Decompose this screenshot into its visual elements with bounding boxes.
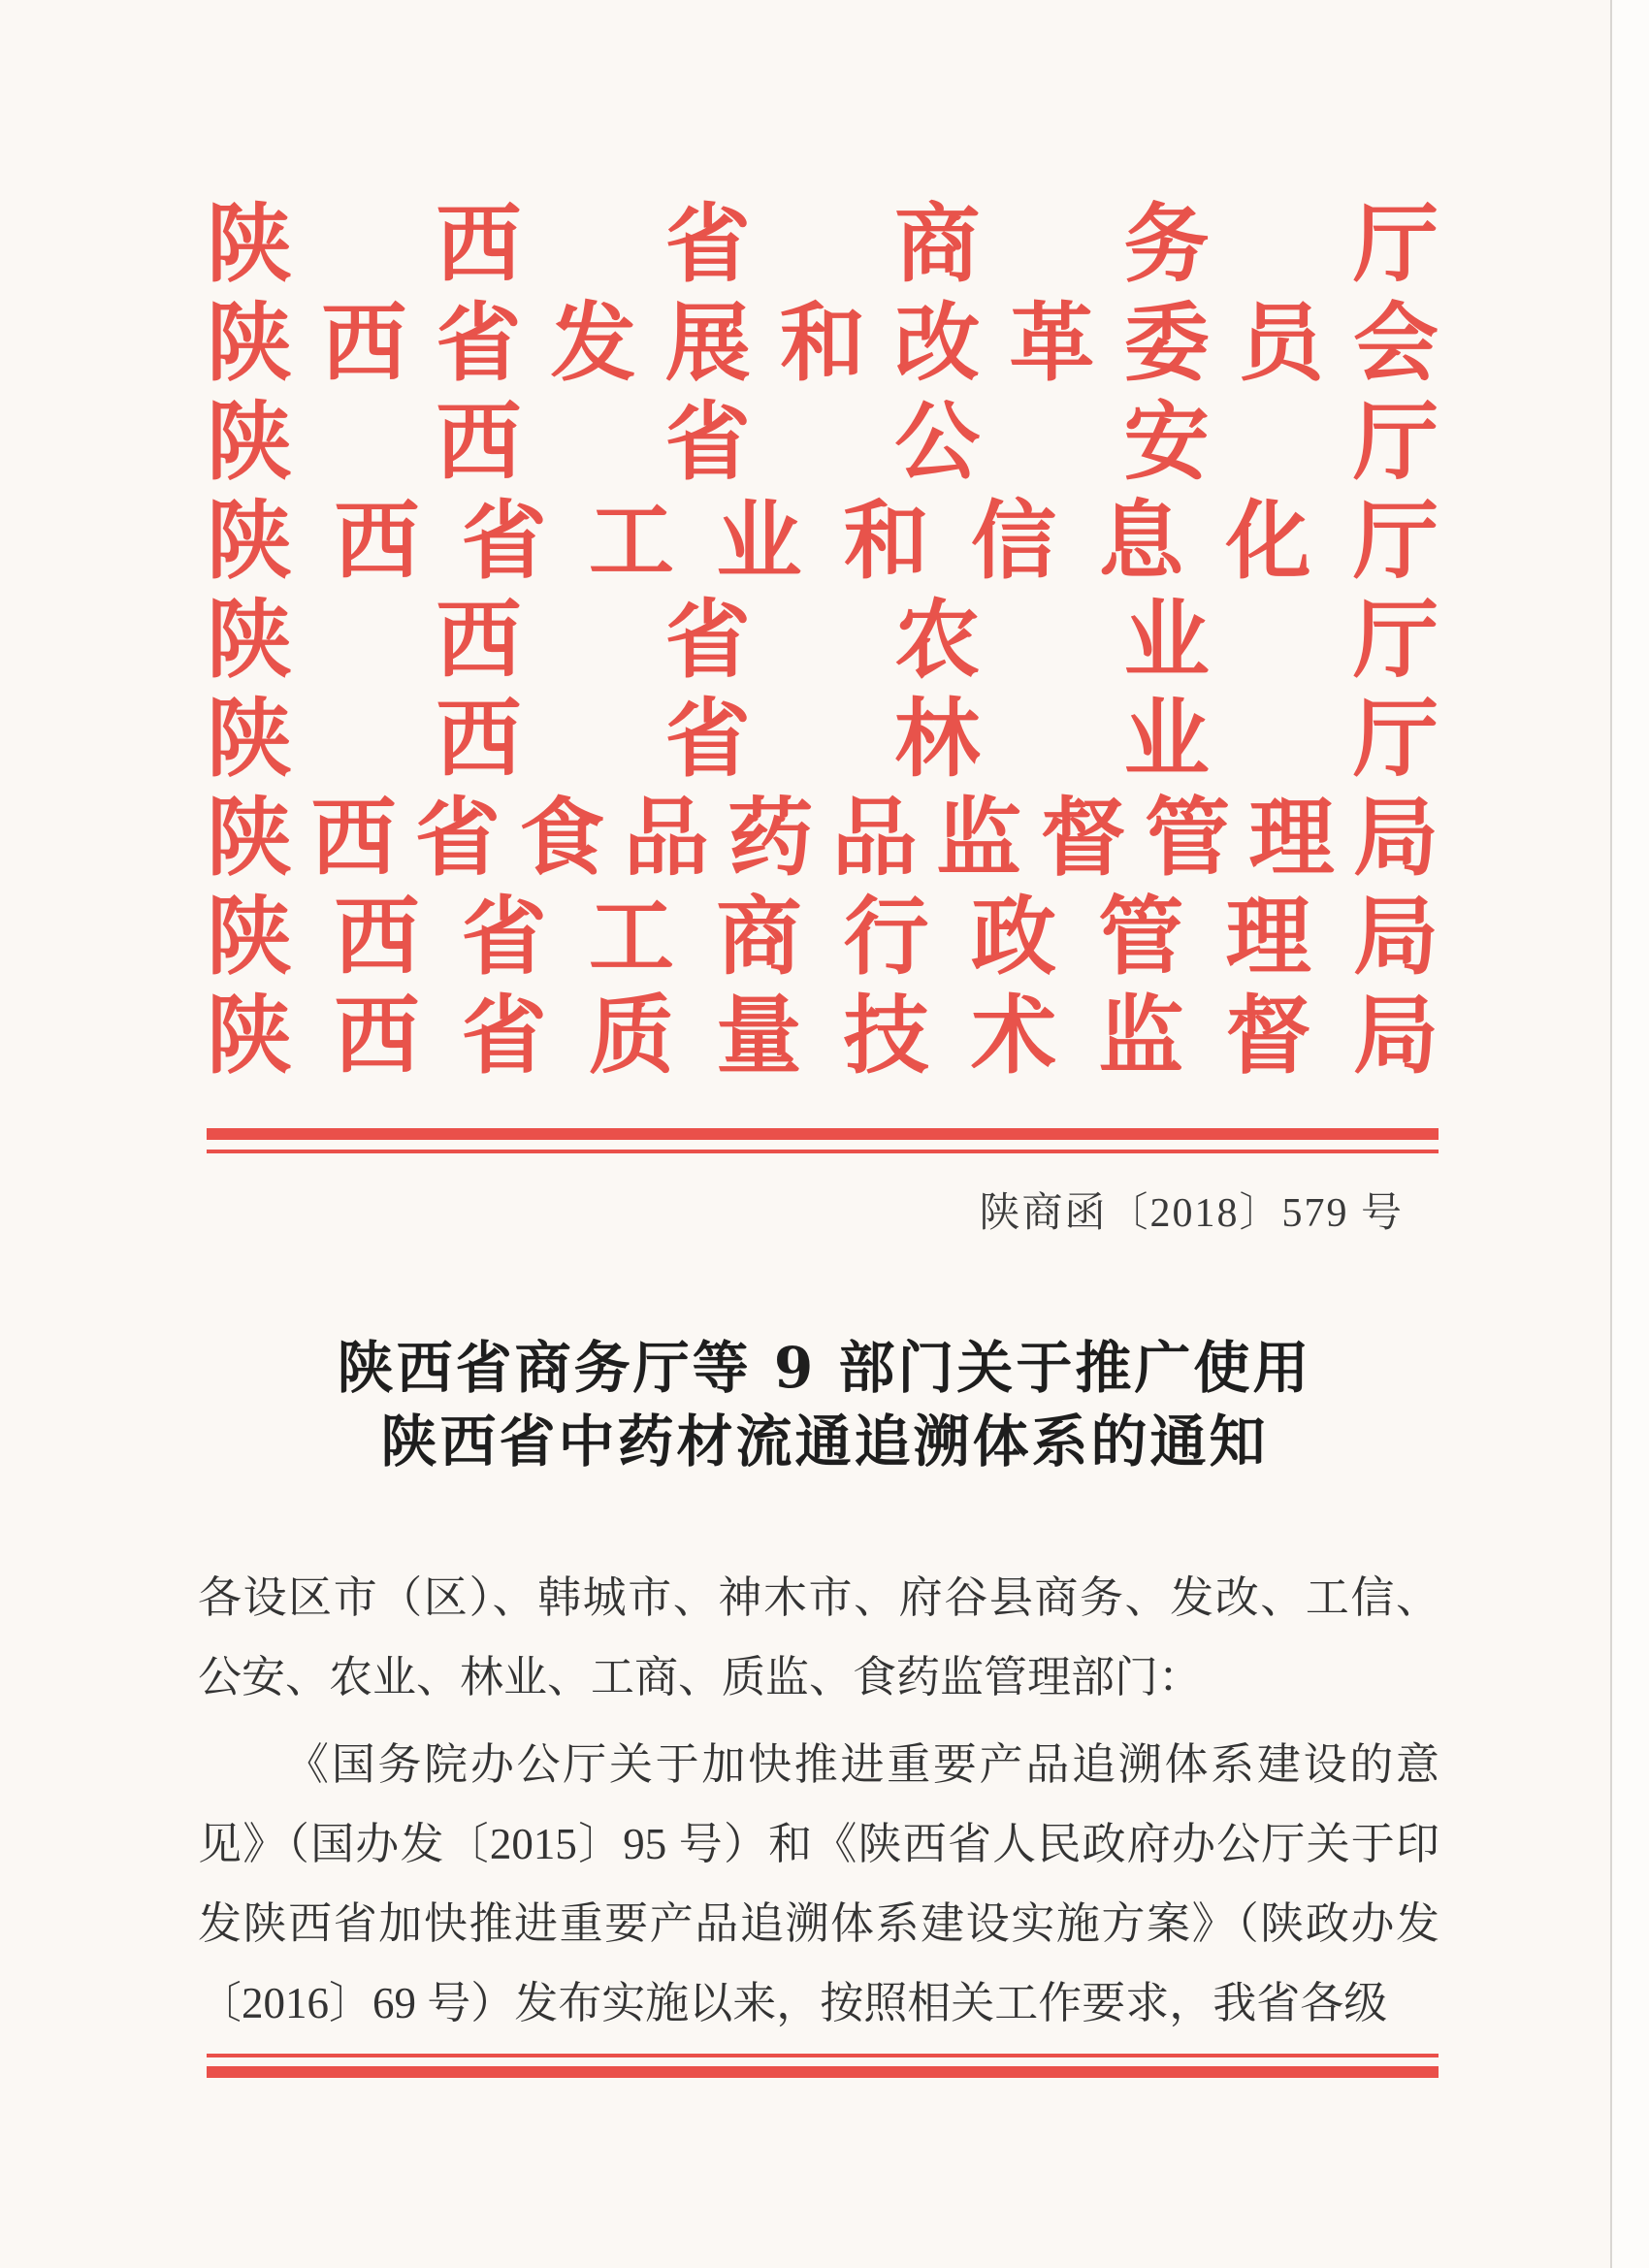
scan-margin-artifact <box>1612 0 1649 2268</box>
document-title-line-1: 陕西省商务厅等 9 部门关于推广使用 <box>337 1335 1312 1401</box>
letterhead-line-nongyeting: 陕西省农业厅 <box>207 589 1439 690</box>
letterhead-line-gongxinting: 陕西省工业和信息化厅 <box>207 490 1439 591</box>
letterhead-line-linyeting: 陕西省林业厅 <box>207 688 1439 789</box>
letterhead-line-shangwuting: 陕西省商务厅 <box>207 193 1439 294</box>
divider-top-thick <box>207 1128 1439 1140</box>
divider-bottom-thick <box>207 2066 1439 2078</box>
divider-top-thin <box>207 1150 1439 1153</box>
document-title-line-2: 陕西省中药材流通追溯体系的通知 <box>380 1409 1269 1474</box>
letterhead-line-zhijianju: 陕西省质量技术监督局 <box>207 985 1439 1085</box>
body-line: 各设区市（区）、韩城市、神木市、府谷县商务、发改、工信、 <box>198 1573 1439 1622</box>
body-line: 〔2016〕69 号）发布实施以来，按照相关工作要求，我省各级 <box>198 1979 1388 2027</box>
letterhead-line-gonganting: 陕西省公安厅 <box>207 391 1439 492</box>
body-line: 见》（国办发〔2015〕95 号）和《陕西省人民政府办公厅关于印 <box>198 1820 1439 1868</box>
body-line: 《国务院办公厅关于加快推进重要产品追溯体系建设的意 <box>285 1740 1439 1789</box>
document-body <box>198 1558 1439 2043</box>
document-number: 陕商函〔2018〕579 号 <box>979 1191 1404 1236</box>
letterhead-line-shiyaojianju: 陕西省食品药品监督管理局 <box>207 787 1439 888</box>
letterhead-line-gongshangju: 陕西省工商行政管理局 <box>207 886 1439 987</box>
body-line: 发陕西省加快推进重要产品追溯体系建设实施方案》（陕政办发 <box>198 1899 1439 1948</box>
body-line: 公安、农业、林业、工商、质监、食药监管理部门： <box>198 1653 1203 1701</box>
document-title <box>0 1331 1649 1478</box>
divider-bottom-thin <box>207 2054 1439 2057</box>
letterhead <box>207 194 1439 1085</box>
letterhead-line-fagaiwei: 陕西省发展和改革委员会 <box>207 292 1439 393</box>
